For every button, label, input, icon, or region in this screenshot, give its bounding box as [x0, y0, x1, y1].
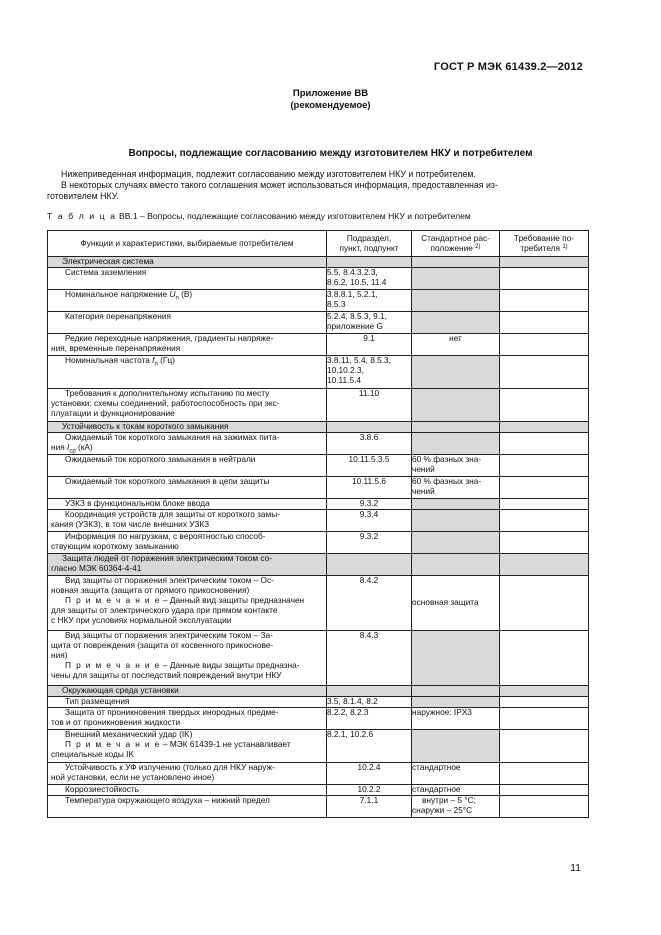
section-title: Окружающая среда установки [48, 686, 327, 697]
caption-label: Т а б л и ц а [47, 211, 117, 221]
caption-text: ВВ.1 – Вопросы, подлежащие согласованию между изготовителем НКУ и потребителем [116, 211, 471, 221]
table-header-row [48, 231, 589, 257]
section-row [48, 686, 589, 697]
table-row: Защита от проникновения твердых инородных предме- тов и от проникновения жидкости 8.2.2, 8.2.3 наружное: IPX3 [48, 708, 589, 730]
table-row: Вид защиты от поражения электрическим током – Ос- новная защита (защита от прямого прикосновения) П р и м е ч а н и е – Данный вид защиты предназначен для защиты от электрического удара при прямом контакте с НКУ при условиях нормальной эксплуатации 8.4.2 основная защита [48, 576, 589, 631]
agreement-table [47, 230, 589, 818]
section-title: Устойчивость к токам короткого замыкания [48, 422, 327, 433]
section-row [48, 422, 589, 433]
section-title: Защита людей от поражения электрическим током со- гласно МЭК 60364-4-41 [48, 554, 327, 576]
table-row: Коррозиестойкость 10.2.2 стандартное [48, 785, 589, 796]
table-row: Тип размещения 3.5, 8.1.4, 8.2 [48, 697, 589, 708]
table-row: УЗКЗ в функциональном блоке ввода 9.3.2 [48, 499, 589, 510]
header-subclause: Подраздел, пункт, подпункт [327, 231, 412, 257]
paragraph-2-cont: готовителем НКУ. [47, 191, 119, 201]
table-row: Требования к дополнительному испытанию по месту установки: схемы соединений, работоспособность при экс- плуатации и функционирование 11.10 [48, 389, 589, 422]
section-title: Электрическая система [48, 257, 327, 268]
paragraph-1: Нижеприведенная информация, подлежит согласованию между изготовителем НКУ и потребителем. [61, 169, 476, 179]
table-caption [47, 211, 471, 221]
paragraph-2: В некоторых случаях вместо такого соглашения может использоваться информация, предоставленная из- [61, 180, 498, 190]
table-row: Ожидаемый ток короткого замыкания в цепи защиты 10.11.5.6 60 % фазных зна- чений [48, 477, 589, 499]
table-row: Температура окружающего воздуха – нижний предел 7.1.1 внутри – 5 °C; снаружи – 25°C [48, 796, 589, 818]
table-row: Номинальная частота $f_n$ (Гц) 3.8.11, 5.4, 8.5.3, 10.10.2.3, 10.11.5.4 [48, 356, 589, 389]
intro-paragraphs [47, 169, 577, 202]
table-row: Номинальное напряжение $U_n$ (В) 3.8.8.1, 5.2.1, 8.5.3 [48, 290, 589, 312]
header-user-requirement: Требование по- требителя $^{1)}$ [500, 231, 589, 257]
main-title: Вопросы, подлежащие согласованию между изготовителем НКУ и потребителем [128, 148, 533, 159]
table-row: Координация устройств для защиты от короткого замы- кания (УЗКЗ), в том числе внешних УЗКЗ 9.3.4 [48, 510, 589, 532]
section-row [48, 554, 589, 576]
table-row: Информация по нагрузкам, с вероятностью способ- ствующим короткому замыканию 9.3.2 [48, 532, 589, 554]
standard-number: ГОСТ Р МЭК 61439.2—2012 [433, 61, 583, 73]
table-row: Редкие переходные напряжения, градиенты напряже- ния, временные перенапряжения 9.1 нет [48, 334, 589, 356]
table-row: Устойчивость к УФ излучению (только для НКУ наруж- ной установки, если не установлено иное) 10.2.4 стандартное [48, 763, 589, 785]
table-row: Ожидаемый ток короткого замыкания на зажимах пита- ния $I_{cp}$ (кА) 3.8.6 [48, 433, 589, 455]
section-row [48, 257, 589, 268]
table-row: Внешний механический удар (IK) П р и м е ч а н и е – МЭК 61439-1 не устанавливает специальные коды IK 8.2.1, 10.2.6 [48, 730, 589, 763]
page-number: 11 [570, 862, 581, 874]
appendix-title: Приложение ВВ [292, 88, 369, 99]
appendix-heading [0, 88, 661, 112]
header-functions: Функции и характеристики, выбираемые потребителем [48, 231, 327, 257]
table-row: Категория перенапряжения 5.2.4, 8.5.3, 9.1, приложение G [48, 312, 589, 334]
table-row: Вид защиты от поражения электрическим током – За- щита от повреждения (защита от косвенного прикоснове- ния) П р и м е ч а н и е – Данные виды защиты предназна- чены для защиты от последствий повреждений внутри НКУ 8.4.3 [48, 631, 589, 686]
header-default: Стандартное рас- положение $^{2)}$ [412, 231, 500, 257]
table-row: Ожидаемый ток короткого замыкания в нейтрали 10.11.5.3.5 60 % фазных зна- чений [48, 455, 589, 477]
table-row: Система заземления 5.5, 8.4.3.2.3, 8.6.2, 10.5, 11.4 [48, 268, 589, 290]
appendix-subtitle: (рекомендуемое) [290, 100, 371, 111]
